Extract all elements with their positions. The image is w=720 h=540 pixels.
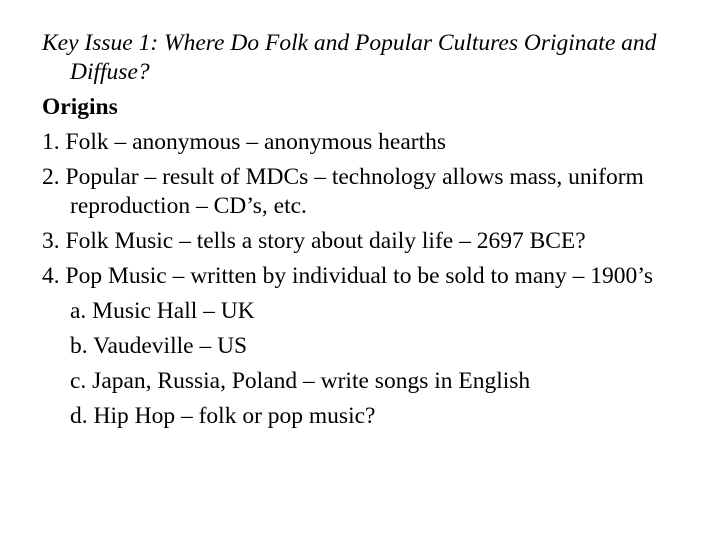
list-item-1: 1. Folk – anonymous – anonymous hearths [42, 129, 447, 155]
section-heading: Origins [42, 94, 118, 120]
sub-item-b: b. Vaudeville – US [70, 333, 248, 359]
sub-item-a: a. Music Hall – UK [70, 298, 255, 324]
slide-title: Key Issue 1: Where Do Folk and Popular Cultures Originate and Diffuse? [42, 30, 657, 85]
sub-item-d: d. Hip Hop – folk or pop music? [70, 403, 376, 429]
list-item-3: 3. Folk Music – tells a story about daily life – 2697 BCE? [42, 228, 586, 254]
list-item-2: 2. Popular – result of MDCs – technology allows mass, uniform reproduction – CD’s, etc. [42, 164, 644, 219]
list-item-4: 4. Pop Music – written by individual to be sold to many – 1900’s [42, 263, 653, 289]
sub-item-c: c. Japan, Russia, Poland – write songs in English [70, 368, 531, 394]
slide-content [42, 29, 702, 431]
